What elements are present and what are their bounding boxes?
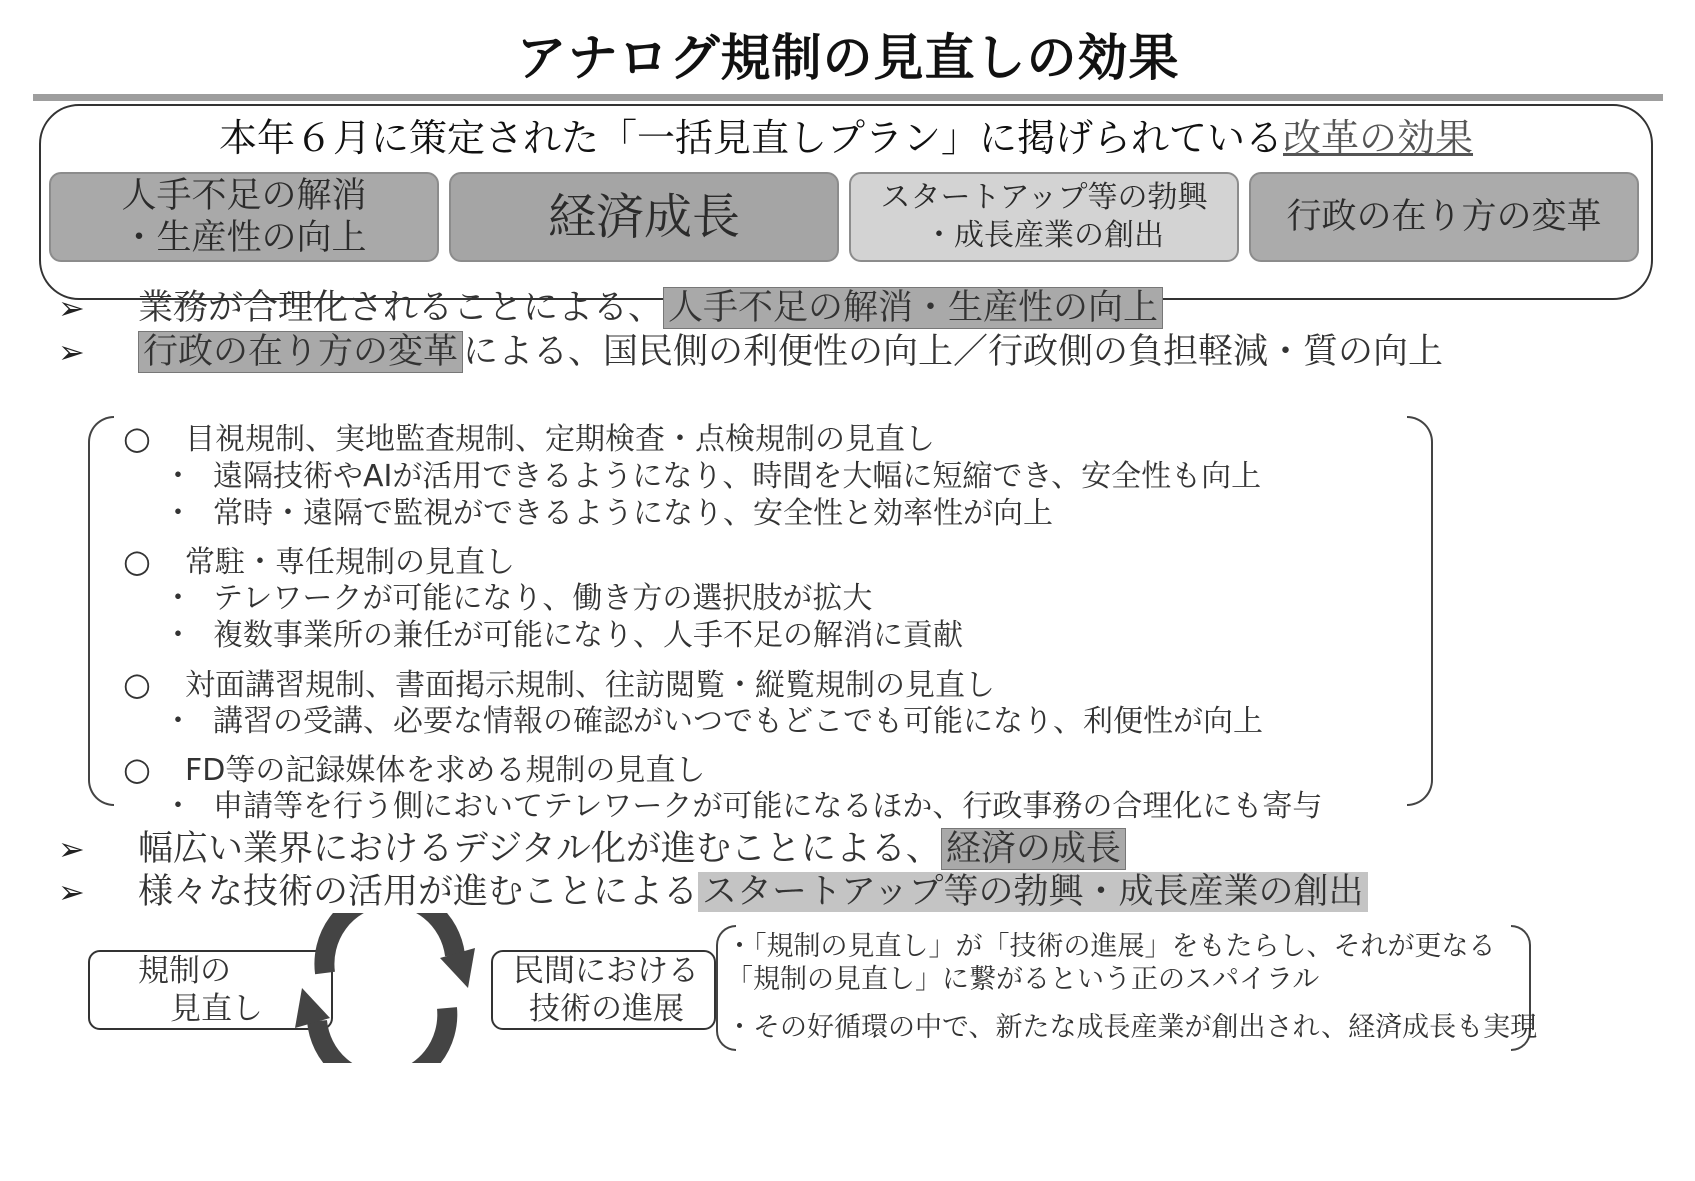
cycle-arrows-icon [285,913,485,1063]
effect-labor-productivity [49,172,439,262]
effect-label: 人手不足の解消 ・生産性の向上 [121,176,367,258]
detail-item [163,617,963,655]
detail-item [163,458,1261,496]
detail-heading [123,665,995,705]
point-text: 業務が合理化されることによる、 [138,288,664,328]
spiral-line: ・「規制の見直し」が「技術の進展」をもたらし、それが更なる [726,931,1496,962]
detail-item-text: 講習の受講、必要な情報の確認がいつでもどこでも可能になり、利便性が向上 [213,704,1263,739]
effect-startups-growth-industries [849,172,1239,262]
circle-bullet-icon: ○ [123,665,151,703]
detail-heading [123,542,515,582]
detail-item [163,495,1053,533]
dot-bullet-icon: ・ [163,618,193,653]
reform-effects-panel [39,104,1653,300]
dot-bullet-icon: ・ [163,789,193,824]
detail-item-text: 申請等を行う側においてテレワークが可能になるほか、行政事務の合理化にも寄与 [213,789,1323,824]
circle-bullet-icon: ○ [123,419,151,457]
spiral-line: ・その好循環の中で、新たな成長産業が創出され、経済成長も実現 [726,1012,1538,1043]
cycle-right-line1: 民間における [513,953,699,989]
regulation-review-details [88,416,1433,824]
arrow-bullet-icon: ➢ [58,830,85,868]
dot-bullet-icon: ・ [163,581,193,616]
detail-heading-text: 対面講習規制、書面掲示規制、往訪閲覧・縦覧規制の見直し [185,668,995,703]
point-startups [58,868,1368,918]
effect-label: 経済成長 [547,189,740,245]
detail-item [163,788,1322,826]
circle-bullet-icon: ○ [123,542,151,580]
arrow-bullet-icon: ➢ [58,289,85,327]
effect-label: 行政の在り方の変革 [1286,197,1602,237]
reform-effects-heading-text: 本年６月に策定された「一括見直しプラン」に掲げられている [218,116,1283,160]
left-bracket [88,416,114,806]
cycle-top-arc [324,913,455,973]
arrow-bullet-icon: ➢ [58,333,85,371]
point-text: 様々な技術の活用が進むことによる [138,872,699,912]
point-highlight: スタートアップ等の勃興・成長産業の創出 [698,872,1368,912]
detail-item [163,703,1263,741]
detail-item-text: テレワークが可能になり、働き方の選択肢が拡大 [213,581,873,616]
positive-spiral-note [716,925,1538,1051]
dot-bullet-icon: ・ [163,496,193,531]
point-highlight: 人手不足の解消・生産性の向上 [663,287,1163,329]
detail-item-text: 遠隔技術やAIが活用できるようになり、時間を大幅に短縮でき、安全性も向上 [213,459,1262,494]
point-highlight: 経済の成長 [941,828,1126,870]
dot-bullet-icon: ・ [163,459,193,494]
effect-label: スタートアップ等の勃興 ・成長産業の創出 [880,180,1208,253]
reform-effects-heading-emphasis: 改革の効果 [1283,116,1474,160]
detail-item-text: 複数事業所の兼任が可能になり、人手不足の解消に貢献 [213,618,963,653]
detail-heading-text: 常駐・専任規制の見直し [185,545,515,580]
detail-heading-text: 目視規制、実地監査規制、定期検査・点検規制の見直し [185,422,935,457]
effect-economic-growth [449,172,839,262]
point-labor-productivity [58,284,1163,334]
detail-heading-text: FD等の記録媒体を求める規制の見直し [185,753,706,788]
effect-administration-reform [1249,172,1639,262]
cycle-left-line1: 規制の [138,953,231,989]
arrow-bullet-icon: ➢ [58,873,85,911]
point-text: 幅広い業界におけるデジタル化が進むことによる、 [138,829,941,869]
cycle-bottom-arc [317,1008,447,1063]
cycle-left-line2: 見直し [170,991,263,1027]
dot-bullet-icon: ・ [163,704,193,739]
detail-heading [123,750,705,790]
detail-heading [123,419,935,459]
slide [33,29,1663,1147]
reform-effects-heading [41,112,1651,164]
point-text: による、国民側の利便性の向上／行政側の負担軽減・質の向上 [463,332,1444,372]
detail-item [163,580,872,618]
title-divider [33,94,1663,101]
page-title: アナログ規制の見直しの効果 [516,29,1180,87]
right-bracket [1407,416,1433,806]
circle-bullet-icon: ○ [123,750,151,788]
point-administration-reform [58,328,1443,378]
cycle-right-line2: 技術の進展 [529,991,684,1027]
point-highlight: 行政の在り方の変革 [138,331,463,373]
spiral-line: 「規制の見直し」に繋がるという正のスパイラル [726,964,1320,995]
detail-item-text: 常時・遠隔で監視ができるようになり、安全性と効率性が向上 [213,496,1053,531]
cycle-tech-progress-box [491,950,716,1030]
